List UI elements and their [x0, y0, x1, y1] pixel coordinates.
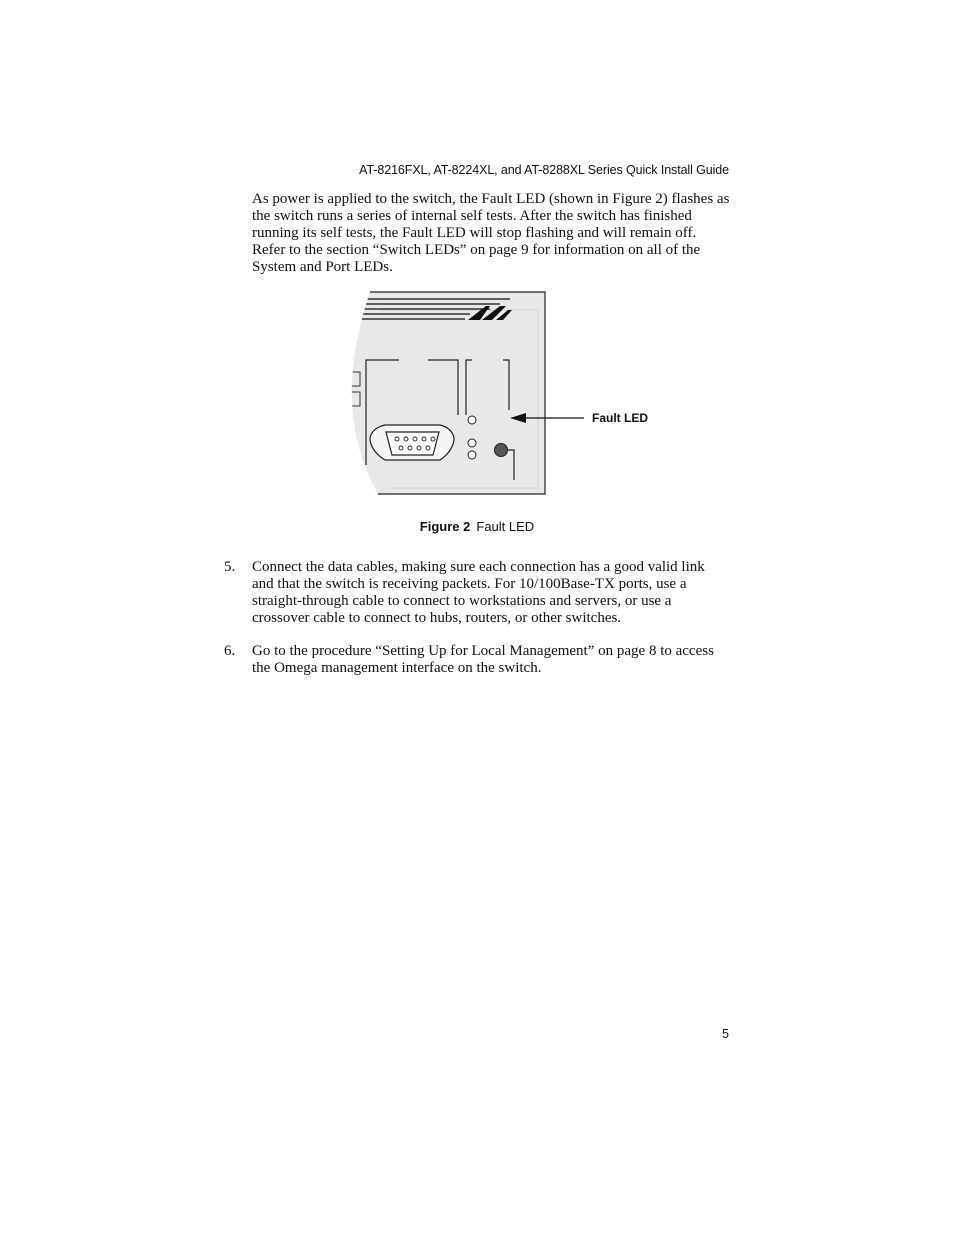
- system-led-icon: [468, 451, 476, 459]
- fault-led-icon: [495, 444, 508, 457]
- system-led-icon: [468, 439, 476, 447]
- running-header: AT-8216FXL, AT-8224XL, and AT-8288XL Series Quick Install Guide: [359, 163, 729, 177]
- figure-caption-text: Fault LED: [476, 519, 535, 534]
- step-text: Go to the procedure “Setting Up for Local Management” on page 8 to access the Omega management interface on the switch.: [252, 643, 714, 676]
- figure-callout-label: Fault LED: [592, 411, 648, 425]
- intro-paragraph: As power is applied to the switch, the Fault LED (shown in Figure 2) flashes as the switch runs a series of internal self tests. After the switch has finished running its self tests, the Fault LED will stop flashing and will remain off. Refer to the section “Switch LEDs” on page 9 for information on all of the System and Port LEDs.: [252, 191, 730, 275]
- figure-caption: [0, 519, 954, 534]
- step-number: 6.: [224, 643, 236, 659]
- system-led-icon: [468, 416, 476, 424]
- figure-caption-label: Figure 2: [419, 519, 471, 534]
- fault-led-figure: [340, 290, 640, 500]
- step-number: 5.: [224, 559, 236, 575]
- switch-front-panel-illustration: [340, 290, 640, 500]
- page-number: 5: [722, 1027, 729, 1041]
- console-port-icon: [370, 425, 454, 460]
- step-text: Connect the data cables, making sure each connection has a good valid link and that the switch is receiving packets. For 10/100Base-TX ports, use a straight-through cable to connect to workstations and servers, or use a crossover cable to connect to hubs, routers, or other switches.: [252, 559, 705, 626]
